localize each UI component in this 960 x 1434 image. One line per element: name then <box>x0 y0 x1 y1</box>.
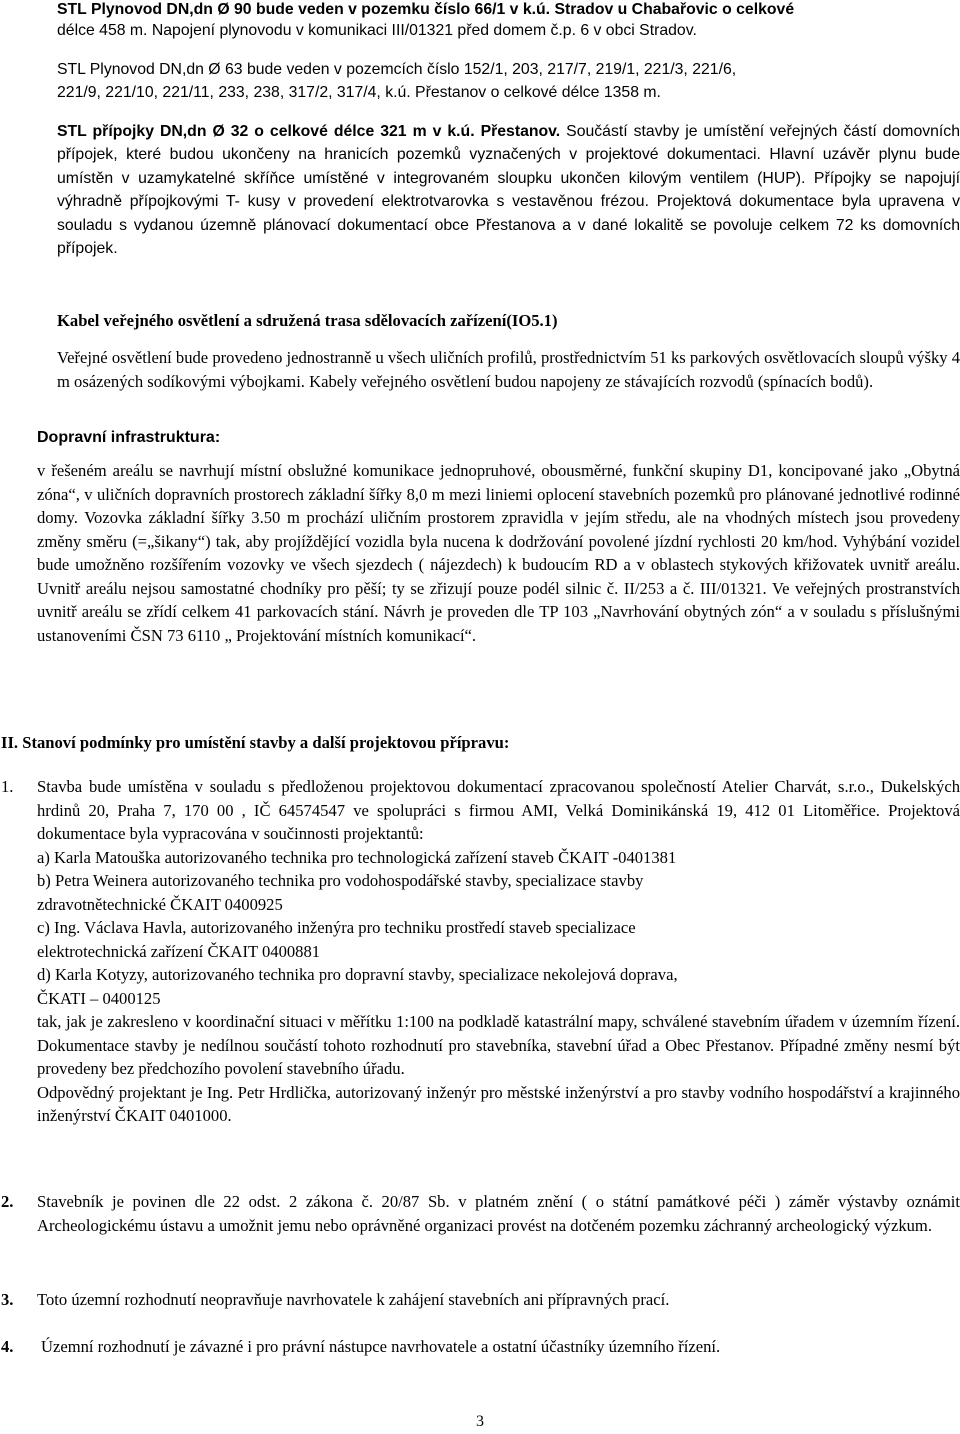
section-2-heading-text: II. Stanoví podmínky pro umístění stavby a další projektovou přípravu: <box>1 733 510 752</box>
cable-heading-text: Kabel veřejného osvětlení a sdružená trasa sdělovacích zařízení(IO5.1) <box>57 311 558 330</box>
item-1-designer-d-cont: ČKATI – 0400125 <box>37 988 161 1008</box>
gas-line-4 <box>57 81 957 105</box>
gas-line-4-text: 221/9, 221/10, 221/11, 233, 238, 317/2, 317/4, k.ú. Přestanov o celkové délce 1358 m. <box>57 84 661 101</box>
cable-text: Veřejné osvětlení bude provedeno jednostranně u všech uličních profilů, prostřednictvím 51 ks parkových osvětlovacích sloupů výšky 4 m osázených sodíkovými výbojkami. Kabely veřejného osvětlení budou napojeny ze stávajících rozvodů (spínacích bodů). <box>57 348 960 391</box>
gas-line-3-text: STL Plynovod DN,dn Ø 63 bude veden v pozemcích číslo 152/1, 203, 217/7, 219/1, 221/3, 221/6, <box>57 61 737 78</box>
gas-line-2 <box>57 19 957 43</box>
transport-heading <box>37 426 637 450</box>
item-1-designer-c: c) Ing. Václava Havla, autorizovaného inženýra pro techniku prostředí staveb specializace <box>37 918 636 937</box>
gas-line-2-text: délce 458 m. Napojení plynovodu v komunikaci III/01321 před domem č.p. 6 v obci Stradov. <box>57 22 697 39</box>
transport-paragraph <box>37 459 960 647</box>
item-1-number: 1. <box>1 777 14 796</box>
item-2-number: 2. <box>1 1192 14 1211</box>
item-1-designer-a: a) Karla Matouška autorizovaného technika pro technologická zařízení staveb ČKAIT -0401381 <box>37 847 677 867</box>
gas-connections-text: veřejných částí domovních přípojek, které budou ukončeny na hranicích pozemků vyznačených v projektové dokumentaci. Hlavní uzávěr plynu bude umístěn v uzamykatelné skříňce umístěné v integrovaném sloupku ukončen kilovým ventilem (HUP). Přípojky se napojují výhradně přípojkovými T- kusy v provedení elektrotvarovka s vestavěnou frézou. Projektová dokumentace byla upravena v souladu s vydanou územně plánovací dokumentací obce Přestanova a v dané lokalitě se povoluje celkem 72 ks domovních přípojek. <box>57 123 960 258</box>
gas-line-1-text: STL Plynovod DN,dn Ø 90 bude veden v pozemku číslo 66/1 v k.ú. Stradov u Chabařovic o celkové <box>57 1 795 18</box>
item-1-designer-b: b) Petra Weinera autorizovaného technika pro vodohospodářské stavby, specializace stavby <box>37 871 644 890</box>
page-number: 3 <box>476 1413 484 1430</box>
cable-paragraph <box>57 346 960 393</box>
gas-connections-lead: Součástí stavby je umístění <box>560 123 765 140</box>
item-3-number: 3. <box>1 1290 14 1309</box>
gas-connections-heading: STL přípojky DN,dn Ø 32 o celkové délce 321 m v k.ú. Přestanov. <box>57 123 561 140</box>
transport-text: v řešeném areálu se navrhují místní obslužné komunikace jednopruhové, obousměrné, funkční skupiny D1, koncipované jako „Obytná zóna“, v uličních dopravních prostorech základní šířky 8,0 m mezi liniemi oplocení stavebních pozemků pro plánované jednotlivé rodinné domy. Vozovka základní šířky 3.50 m prochází uličním prostorem zpravidla v jejím středu, ale na vhodných místech jsou provedeny změny směru (=„šikany“) tak, aby projíždějící vozidla byla nucena k dodržování povolené jízdní rychlosti 20 km/hod. Vyhýbání vozidel bude umožněno rozšířením vozovky ve všech sjezdech ( nájezdech) k budoucím RD a v oblastech stykových křižovatek uvnitř areálu. Uvnitř areálu nejsou samostatné chodníky pro pěší; ty se zřizují pouze podél silnic č. II/253 a č. III/01321. Ve veřejných prostranstvích uvnitř areálu se zřídí celkem 41 parkovacích stání. Návrh je proveden dle TP 103 „Navrhování obytných zón“ a v souladu s příslušnými ustanoveními ČSN 73 6110 „ Projektování místních komunikací“. <box>37 461 960 645</box>
item-1-designer-c-cont: elektrotechnická zařízení ČKAIT 0400881 <box>37 941 321 961</box>
item-4-number: 4. <box>1 1337 14 1356</box>
gas-connections-paragraph <box>57 120 960 260</box>
item-1 <box>1 775 960 1128</box>
item-3 <box>1 1288 960 1312</box>
item-2 <box>1 1190 960 1237</box>
item-4-text: Územní rozhodnutí je závazné i pro právní nástupce navrhovatele a ostatní účastníky územního řízení. <box>41 1337 721 1356</box>
item-4 <box>1 1335 960 1359</box>
item-1-tail: tak, jak je zakresleno v koordinační situaci v měřítku 1:100 na podkladě katastrální mapy, schválené stavebním úřadem v územním řízení. Dokumentace stavby je nedílnou součástí tohoto rozhodnutí pro stavebníka, stavební úřad a Obec Přestanov. Případné změny nesmí být provedeny bez předchozího povolení stavebního úřadu. <box>37 1012 960 1078</box>
item-1-designer-b-cont: zdravotnětechnické ČKAIT 0400925 <box>37 894 283 914</box>
section-2-heading <box>1 731 901 755</box>
cable-heading <box>57 309 957 333</box>
item-1-intro: Stavba bude umístěna v souladu s předloženou projektovou dokumentací zpracovanou společností Atelier Charvát, s.r.o., Dukelských hrdinů 20, Praha 7, 170 00 , IČ 64574547 ve spolupráci s firmou AMI, Velká Dominikánská 19, 412 01 Litoměřice. Projektová dokumentace byla vypracována v součinnosti projektantů: <box>37 777 960 843</box>
item-1-designer-d: d) Karla Kotyzy, autorizovaného technika pro dopravní stavby, specializace nekolejová doprava, <box>37 965 678 984</box>
transport-heading-text: Dopravní infrastruktura: <box>37 429 221 446</box>
item-2-text: Stavebník je povinen dle 22 odst. 2 zákona č. 20/87 Sb. v platném znění ( o státní památkové péči ) záměr výstavby oznámit Archeologickému ústavu a umožnit jemu nebo oprávněné organizaci provést na dotčeném pozemku záchranný archeologický výzkum. <box>37 1192 960 1235</box>
item-3-text: Toto územní rozhodnutí neopravňuje navrhovatele k zahájení stavebních ani přípravných prací. <box>37 1290 670 1309</box>
gas-line-3 <box>57 58 957 82</box>
item-1-responsible: Odpovědný projektant je Ing. Petr Hrdlička, autorizovaný inženýr pro městské inženýrství a pro stavby vodního hospodářství a krajinného inženýrství ČKAIT 0401000. <box>37 1082 960 1125</box>
